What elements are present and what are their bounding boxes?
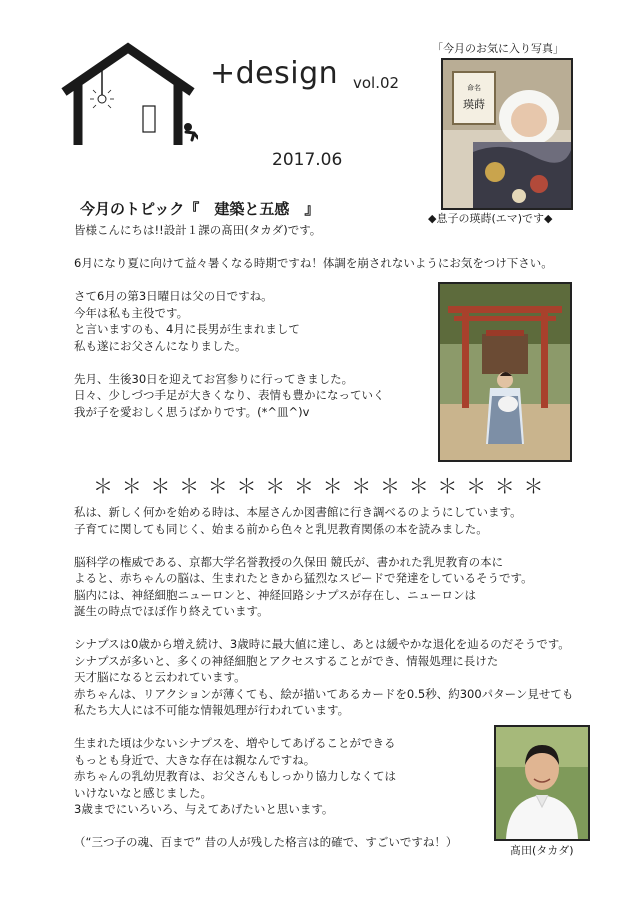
intro-line: 6月になり夏に向けて益々暑くなる時期ですね！体調を崩されないようにお気をつけ下さい。	[74, 256, 553, 270]
volume-number: vol.02	[353, 74, 400, 92]
article-line: 誕生の時点でほぼ作り終えています。	[74, 604, 269, 618]
intro-line: 先月、生後30日を迎えてお宮参りに行ってきました。	[74, 371, 354, 386]
article-line: 生まれた頃は少ないシナプスを、増やしてあげることができる	[74, 736, 396, 750]
baby-photo	[441, 58, 573, 210]
article-line: 天才脳になると云われています。	[74, 670, 246, 684]
article-line: 赤ちゃんは、リアクションが薄くても、絵が描いてあるカードを0.5秒、約300パターン見せても	[74, 686, 574, 701]
article-line: 私は、新しく何かを始める時は、本屋さんか図書館に行き調べるのようにしています。	[74, 505, 522, 519]
intro-line: 我が子を愛おしく思うばかりです。(*^皿^)v	[74, 404, 310, 419]
topic-title: 今月のトピック『 建築と五感 』	[80, 200, 320, 218]
article-line: 私たち大人には不可能な情報処理が行われています。	[74, 703, 350, 717]
article-line	[74, 620, 573, 637]
intro-line: 日々、少しづつ手足が大きくなり、表情も豊かになっていく	[74, 388, 385, 402]
article-line: 脳内には、神経細胞ニューロンと、神経回路シナプスが存在し、ニューロンは	[74, 587, 477, 602]
article-line: 子育てに関しても同じく、始まる前から色々と乳児教育関係の本を読みました。	[74, 521, 488, 536]
author-photo-caption: 髙田(タカダ)	[510, 844, 574, 857]
issue-date: 2017.06	[272, 150, 343, 170]
article-line: 脳科学の権威である、京都大学名誉教授の久保田 競氏が、書かれた乳児教育の本に	[74, 554, 504, 569]
brand-title: +design	[210, 56, 339, 91]
plaque-name-text: 瑛蒔	[463, 98, 485, 111]
plaque-small-text: 命名	[467, 84, 481, 92]
shrine-photo	[438, 282, 572, 462]
intro-line: 私も遂にお父さんになりました。	[74, 338, 247, 353]
intro-line: と言いますのも、4月に長男が生まれまして	[74, 322, 300, 336]
intro-line: 皆様こんにちは!!設計１課の髙田(タカダ)です。	[74, 223, 322, 237]
intro-line: 今年は私も主役です。	[74, 305, 189, 320]
article-line: （“三つ子の魂、百まで” 昔の人が残した格言は的確で、すごいですね！）	[74, 835, 458, 849]
favorite-photo-caption: ◆息子の瑛蒔(エマ)です◆	[428, 212, 553, 225]
favorite-photo-label: 「今月のお気に入り写真」	[432, 42, 564, 55]
article-line: よると、赤ちゃんの脳は、生まれたときから猛烈なスピードで発達をしているそうです。	[74, 571, 533, 585]
article-line	[74, 537, 573, 554]
intro-line: さて6月の第3日曜日は父の日ですね。	[74, 289, 273, 303]
house-logo-icon	[58, 40, 198, 150]
article-line: 3歳までにいろいろ、与えてあげたいと思います。	[74, 802, 334, 816]
article-line: いけないなと感じました。	[74, 785, 212, 800]
intro-line	[74, 239, 553, 256]
article-line: シナプスは0歳から増え続け、3歳時に最大値に達し、あとは緩やかな退化を辿るのだそうです。	[74, 637, 570, 651]
article-line: シナプスが多いと、多くの神経細胞とアクセスすることができ、情報処理に長けた	[74, 653, 499, 668]
article-line: 赤ちゃんの乳幼児教育は、お父さんもしっかり協力しなくては	[74, 769, 396, 783]
article-line: もっとも身近で、大きな存在は親なんですね。	[74, 752, 316, 767]
asterisk-divider: ＊＊＊＊＊＊＊＊＊＊＊＊＊＊＊＊	[93, 474, 553, 498]
author-photo	[494, 725, 590, 841]
